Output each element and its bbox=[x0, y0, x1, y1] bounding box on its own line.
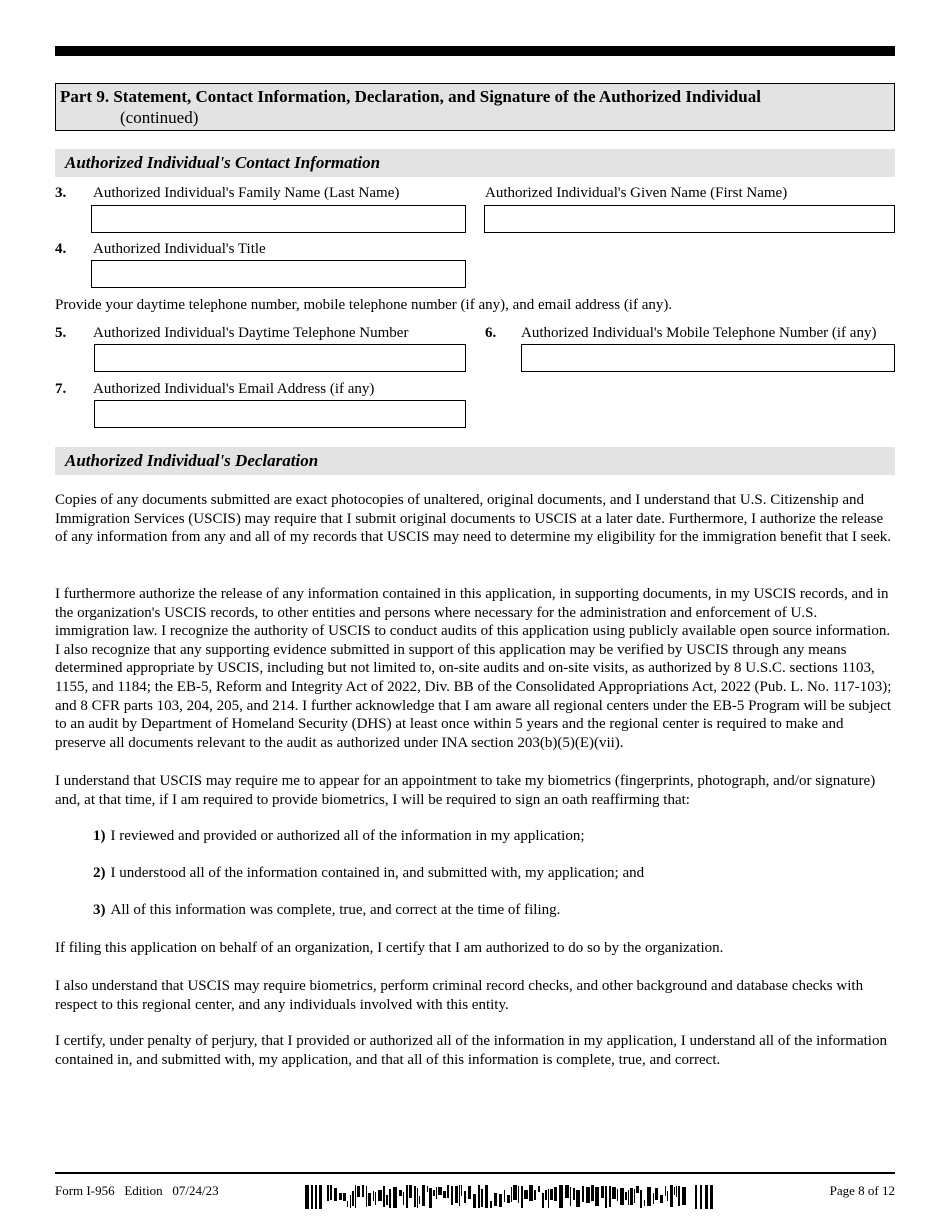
title-field[interactable] bbox=[91, 260, 466, 288]
mobile-phone-field[interactable] bbox=[521, 344, 895, 372]
q7-email-label: Authorized Individual's Email Address (if any) bbox=[93, 381, 375, 397]
bottom-rule bbox=[55, 1172, 895, 1174]
q4-number: 4. bbox=[55, 241, 67, 257]
q3-family-name-label: Authorized Individual's Family Name (Last Name) bbox=[93, 185, 400, 201]
barcode-image bbox=[305, 1185, 713, 1209]
email-field[interactable] bbox=[94, 400, 466, 428]
q3-given-name-label: Authorized Individual's Given Name (First Name) bbox=[485, 185, 788, 201]
given-name-field[interactable] bbox=[484, 205, 895, 233]
form-edition-label: Form I-956 Edition 07/24/23 bbox=[55, 1183, 219, 1198]
part-continued: (continued) bbox=[120, 108, 199, 127]
oath-item-1-number: 1) bbox=[93, 828, 106, 844]
q3-number: 3. bbox=[55, 185, 67, 201]
q4-title-label: Authorized Individual's Title bbox=[93, 241, 266, 257]
declaration-paragraph-6: I certify, under penalty of perjury, that I provided or authorized all of the information in my application, I understand all of the information contained in, and submitted with, my application, and that all of this information is complete, true, and correct. bbox=[55, 1033, 887, 1068]
oath-item-2-text: I understood all of the information contained in, and submitted with, my application; and bbox=[110, 865, 645, 881]
phone-instruction: Provide your daytime telephone number, mobile telephone number (if any), and email address (if any). bbox=[55, 297, 673, 313]
declaration-section-heading: Authorized Individual's Declaration bbox=[55, 447, 895, 475]
q7-number: 7. bbox=[55, 381, 67, 397]
declaration-paragraph-2: I furthermore authorize the release of any information contained in this application, in supporting documents, in my USCIS records, and in the organization's USCIS records, to other entities and persons where necessary for the administration and enforcement of U.S. immigration law. I recognize the authority of USCIS to conduct audits of this application using publicly available open source information. I also recognize that any supporting evidence submitted in support of this application may be verified by USCIS through any means determined appropriate by USCIS, including but not limited to, on-site audits and on-site visits, as authorized by 8 U.S.C. sections 1103, 1155, and 1184; the EB-5, Reform and Integrity Act of 2022, Div. BB of the Consolidated Appropriations Act, 2022 (Pub. L. No. 117-103); and 8 CFR parts 103, 204, 205, and 214. I further acknowledge that I am aware all regional centers under the EB-5 Program will be subject to an audit by Department of Homeland Security (DHS) at least once within 5 years and the regional center is required to make and preserve all documents relevant to the audit as authorized under INA section 203(b)(5)(E)(vii). bbox=[55, 586, 892, 751]
declaration-paragraph-3: I understand that USCIS may require me to appear for an appointment to take my biometrics (fingerprints, photograph, and/or signature) and, at that time, if I am required to provide biometrics, I will be required to sign an oath reaffirming that: bbox=[55, 773, 876, 808]
contact-section-heading: Authorized Individual's Contact Information bbox=[55, 149, 895, 177]
top-rule bbox=[55, 46, 895, 56]
declaration-paragraph-4: If filing this application on behalf of an organization, I certify that I am authorized to do so by the organization. bbox=[55, 940, 724, 956]
q5-number: 5. bbox=[55, 325, 67, 341]
q6-number: 6. bbox=[485, 325, 497, 341]
part-title: Part 9. Statement, Contact Information, Declaration, and Signature of the Authorized Individual bbox=[60, 87, 761, 106]
daytime-phone-field[interactable] bbox=[94, 344, 466, 372]
oath-item-3-number: 3) bbox=[93, 902, 106, 918]
oath-item-1-text: I reviewed and provided or authorized all of the information in my application; bbox=[110, 828, 585, 844]
page-number: Page 8 of 12 bbox=[829, 1183, 895, 1198]
oath-item-2 bbox=[93, 865, 644, 882]
declaration-paragraph-1: Copies of any documents submitted are exact photocopies of unaltered, original documents, and I understand that U.S. Citizenship and Immigration Services (USCIS) may require that I submit original documents to USCIS at a later date. Furthermore, I authorize the release of any information from any and all of my records that USCIS may need to determine my eligibility for the immigration benefit that I seek. bbox=[55, 492, 892, 546]
oath-item-3-text: All of this information was complete, true, and correct at the time of filing. bbox=[110, 902, 561, 918]
declaration-paragraph-5: I also understand that USCIS may require biometrics, perform criminal record checks, and other background and database checks with respect to this regional center, and any individuals involved with this entity. bbox=[55, 978, 864, 1013]
oath-item-3 bbox=[93, 902, 560, 919]
family-name-field[interactable] bbox=[91, 205, 466, 233]
q5-daytime-phone-label: Authorized Individual's Daytime Telephone Number bbox=[93, 325, 409, 341]
q6-mobile-phone-label: Authorized Individual's Mobile Telephone Number (if any) bbox=[521, 325, 877, 341]
part-header bbox=[55, 83, 895, 131]
oath-item-1 bbox=[93, 828, 585, 845]
oath-item-2-number: 2) bbox=[93, 865, 106, 881]
